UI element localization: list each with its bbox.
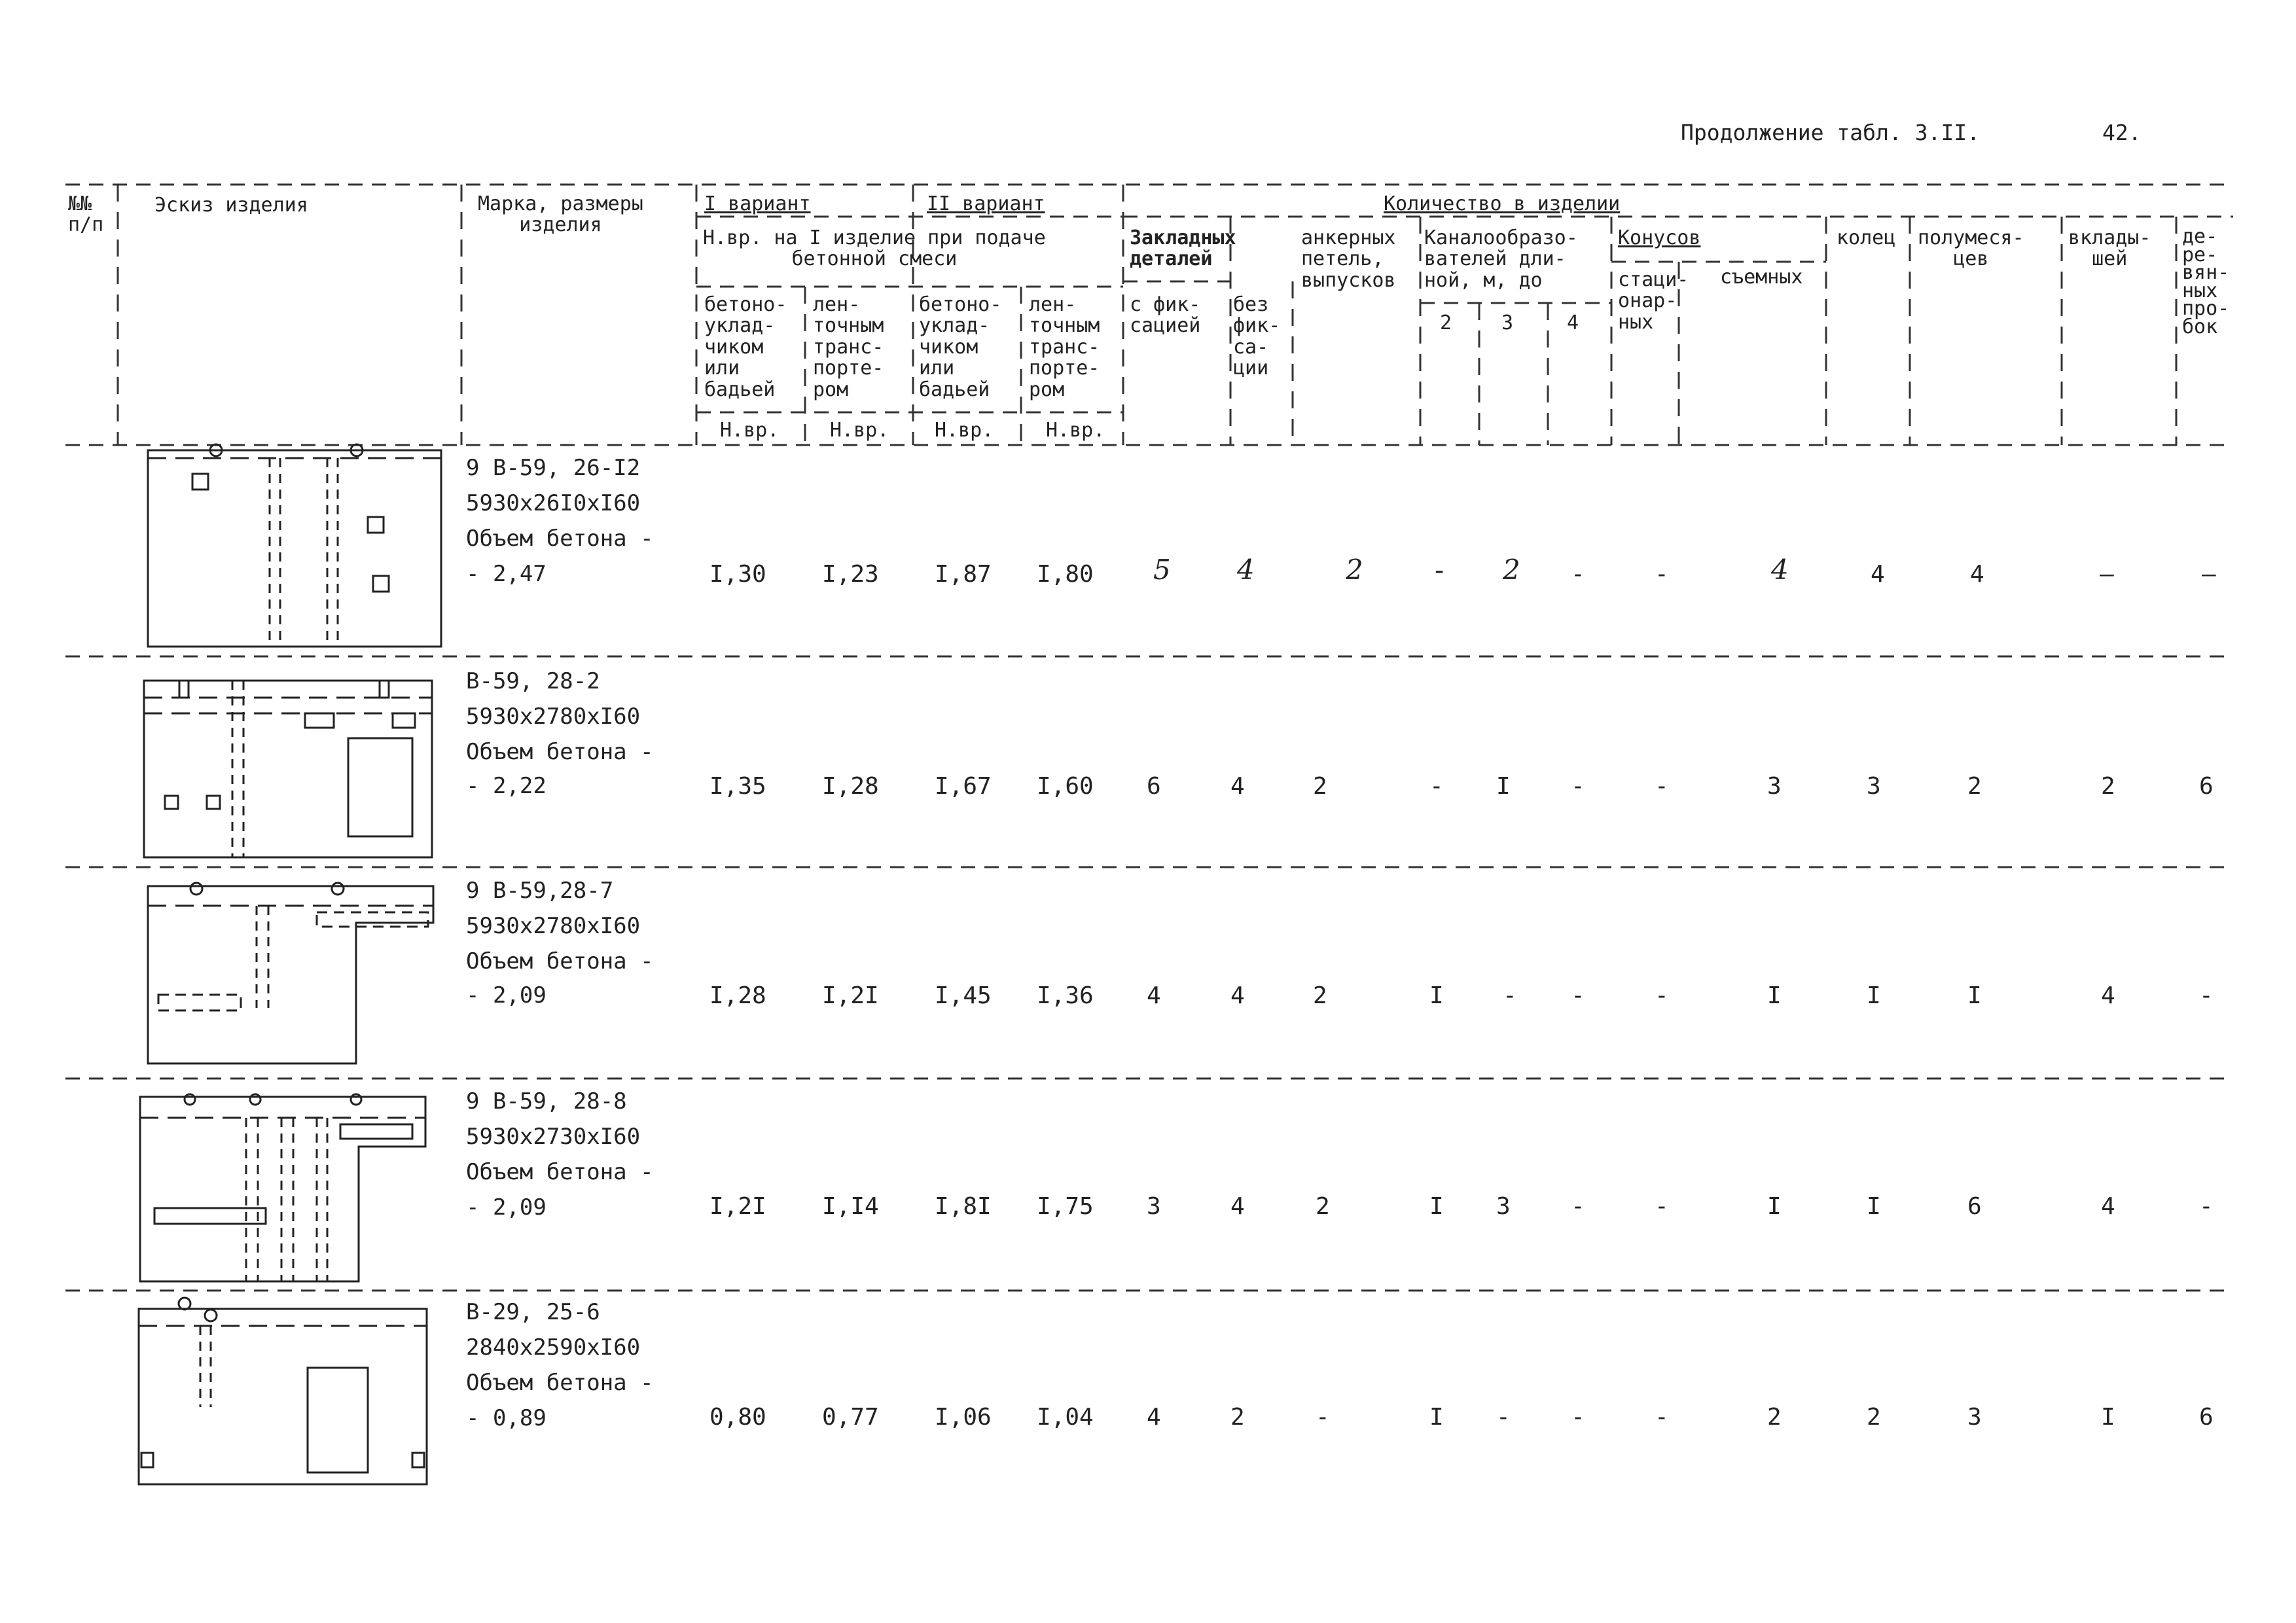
removable-header: съемных bbox=[1720, 266, 1803, 289]
row1-ch3: 2 bbox=[1503, 554, 1520, 586]
row4-without-fix: 4 bbox=[1230, 1193, 1245, 1220]
channel-4-header: 4 bbox=[1567, 312, 1579, 334]
row3-ch4: - bbox=[1571, 982, 1585, 1009]
row2-half-moons: 2 bbox=[1967, 773, 1982, 800]
row4-volume: - 2,09 bbox=[466, 1194, 547, 1221]
nvr-unit-4: Н.вр. bbox=[1046, 419, 1105, 442]
rings-header: колец bbox=[1837, 226, 1896, 249]
row3-without-fix: 4 bbox=[1230, 982, 1245, 1009]
row4-inserts: 4 bbox=[2101, 1193, 2115, 1220]
row5-stationary: - bbox=[1655, 1404, 1669, 1431]
row3-volume-label: Объем бетона - bbox=[466, 948, 654, 974]
row5-inserts: I bbox=[2101, 1404, 2115, 1431]
row3-with-fix: 4 bbox=[1147, 982, 1161, 1009]
row1-volume: - 2,47 bbox=[466, 561, 547, 587]
row4-v2-bucket: I,8I bbox=[935, 1193, 992, 1220]
row4-v1-belt: I,I4 bbox=[822, 1193, 879, 1220]
row5-without-fix: 2 bbox=[1230, 1404, 1245, 1431]
inserts-header: вклады- шей bbox=[2068, 226, 2151, 271]
row4-removable: I bbox=[1767, 1193, 1782, 1220]
row5-rings: 2 bbox=[1867, 1404, 1881, 1431]
row1-without-fix: 4 bbox=[1237, 554, 1255, 586]
nvr-unit-1: Н.вр. bbox=[720, 419, 780, 442]
quantity-header: Количество в изделии bbox=[1384, 192, 1621, 215]
row5-volume-label: Объем бетона - bbox=[466, 1370, 654, 1396]
row2-v1-belt: I,28 bbox=[822, 773, 879, 800]
row3-plugs: - bbox=[2199, 982, 2214, 1009]
row5-removable: 2 bbox=[1767, 1404, 1782, 1431]
col-number-header: №№ п/п bbox=[68, 192, 104, 237]
row5-v1-bucket: 0,80 bbox=[709, 1404, 766, 1431]
row1-stationary: - bbox=[1655, 561, 1669, 588]
row3-inserts: 4 bbox=[2101, 982, 2115, 1009]
col-mark-header: Марка, размеры изделия bbox=[478, 192, 643, 237]
nvr-unit-3: Н.вр. bbox=[935, 419, 994, 442]
row4-volume-label: Объем бетона - bbox=[466, 1159, 654, 1185]
row1-half-moons: 4 bbox=[1970, 561, 1984, 588]
row3-ch2: I bbox=[1429, 982, 1444, 1009]
row5-anchor: - bbox=[1316, 1404, 1330, 1431]
row5-volume: - 0,89 bbox=[466, 1405, 547, 1431]
row1-v1-bucket: I,30 bbox=[709, 561, 766, 588]
row5-ch4: - bbox=[1571, 1404, 1585, 1431]
row1-v2-belt: I,80 bbox=[1037, 561, 1094, 588]
row4-ch2: I bbox=[1429, 1193, 1444, 1220]
row2-size: 5930x2780xI60 bbox=[466, 704, 641, 730]
row1-size: 5930x26I0xI60 bbox=[466, 490, 641, 516]
row1-volume-label: Объем бетона - bbox=[466, 526, 654, 552]
row3-rings: I bbox=[1867, 982, 1881, 1009]
row2-removable: 3 bbox=[1767, 773, 1782, 800]
row2-v1-bucket: I,35 bbox=[709, 773, 766, 800]
row5-v1-belt: 0,77 bbox=[822, 1404, 879, 1431]
channel-header: Каналообразо- вателей дли- ной, м, до bbox=[1424, 226, 1578, 292]
row1-mark: 9 В-59, 26-I2 bbox=[466, 455, 641, 481]
row3-v1-bucket: I,28 bbox=[709, 982, 766, 1009]
row1-v1-belt: I,23 bbox=[822, 561, 879, 588]
row5-plugs: 6 bbox=[2199, 1404, 2214, 1431]
row2-with-fix: 6 bbox=[1147, 773, 1161, 800]
row2-mark: В-59, 28-2 bbox=[466, 668, 600, 694]
stationary-header: стаци- онар- ных bbox=[1618, 268, 1689, 334]
row3-stationary: - bbox=[1655, 982, 1669, 1009]
row4-v2-belt: I,75 bbox=[1037, 1193, 1094, 1220]
row1-inserts: – bbox=[2100, 561, 2114, 588]
row5-v2-bucket: I,06 bbox=[935, 1404, 992, 1431]
embedded-header: Закладных деталей bbox=[1130, 226, 1236, 271]
nvr-feed-header: Н.вр. на I изделие при подаче бетонной смеси bbox=[703, 226, 1046, 271]
without-fix-header: без фик- са- ции bbox=[1233, 293, 1281, 380]
row5-ch2: I bbox=[1429, 1404, 1444, 1431]
row3-mark: 9 В-59,28-7 bbox=[466, 878, 614, 904]
row1-with-fix: 5 bbox=[1153, 554, 1171, 586]
row1-anchor: 2 bbox=[1346, 554, 1363, 586]
v1-belt-header: лен- точным транс- порте- ром bbox=[813, 293, 884, 401]
row2-volume: - 2,22 bbox=[466, 773, 547, 799]
continuation-caption: Продолжение табл. 3.II. bbox=[1681, 120, 1980, 145]
row4-with-fix: 3 bbox=[1147, 1193, 1161, 1220]
v2-bucket-header: бетоно- уклад- чиком или бадьей bbox=[919, 293, 1002, 401]
row2-v2-bucket: I,67 bbox=[935, 773, 992, 800]
row4-size: 5930x2730xI60 bbox=[466, 1124, 641, 1150]
half-moons-header: полумеся- цев bbox=[1918, 226, 2024, 271]
row3-anchor: 2 bbox=[1313, 982, 1327, 1009]
cones-header: Конусов bbox=[1618, 226, 1701, 249]
row2-ch3: I bbox=[1496, 773, 1511, 800]
row4-v1-bucket: I,2I bbox=[709, 1193, 766, 1220]
row1-ch4: - bbox=[1571, 561, 1585, 588]
row3-v2-bucket: I,45 bbox=[935, 982, 992, 1009]
row2-ch2: - bbox=[1429, 773, 1444, 800]
row3-size: 5930x2780xI60 bbox=[466, 913, 641, 939]
row2-v2-belt: I,60 bbox=[1037, 773, 1094, 800]
row4-ch3: 3 bbox=[1496, 1193, 1511, 1220]
channel-2-header: 2 bbox=[1440, 312, 1452, 334]
row4-ch4: - bbox=[1571, 1193, 1585, 1220]
row1-rings: 4 bbox=[1871, 561, 1885, 588]
row4-mark: 9 В-59, 28-8 bbox=[466, 1088, 627, 1115]
row4-stationary: - bbox=[1655, 1193, 1669, 1220]
row1-ch2: - bbox=[1435, 554, 1444, 586]
page-number: 42. bbox=[2102, 120, 2142, 145]
row3-v1-belt: I,2I bbox=[822, 982, 879, 1009]
row3-ch3: - bbox=[1503, 982, 1517, 1009]
row5-half-moons: 3 bbox=[1967, 1404, 1982, 1431]
channel-3-header: 3 bbox=[1501, 312, 1514, 334]
row2-volume-label: Объем бетона - bbox=[466, 739, 654, 765]
nvr-unit-2: Н.вр. bbox=[830, 419, 889, 442]
row5-with-fix: 4 bbox=[1147, 1404, 1161, 1431]
row2-without-fix: 4 bbox=[1230, 773, 1245, 800]
variant1-header: I вариант bbox=[704, 192, 811, 215]
row3-v2-belt: I,36 bbox=[1037, 982, 1094, 1009]
anchor-header: анкерных петель, выпусков bbox=[1301, 226, 1396, 292]
row4-half-moons: 6 bbox=[1967, 1193, 1982, 1220]
row1-removable: 4 bbox=[1771, 554, 1789, 586]
plugs-header: де- ре- вян- ных про- бок bbox=[2182, 225, 2230, 338]
v1-bucket-header: бетоно- уклад- чиком или бадьей bbox=[704, 293, 787, 401]
row4-rings: I bbox=[1867, 1193, 1881, 1220]
row5-mark: В-29, 25-6 bbox=[466, 1299, 600, 1325]
row4-anchor: 2 bbox=[1316, 1193, 1330, 1220]
row2-plugs: 6 bbox=[2199, 773, 2214, 800]
row2-anchor: 2 bbox=[1313, 773, 1327, 800]
row3-removable: I bbox=[1767, 982, 1782, 1009]
row3-half-moons: I bbox=[1967, 982, 1982, 1009]
row2-inserts: 2 bbox=[2101, 773, 2115, 800]
row2-ch4: - bbox=[1571, 773, 1585, 800]
row2-stationary: - bbox=[1655, 773, 1669, 800]
row2-rings: 3 bbox=[1867, 773, 1881, 800]
row1-plugs: – bbox=[2202, 561, 2216, 588]
col-sketch-header: Эскиз изделия bbox=[154, 194, 308, 217]
row3-volume: - 2,09 bbox=[466, 982, 547, 1008]
row5-v2-belt: I,04 bbox=[1037, 1404, 1094, 1431]
row4-plugs: - bbox=[2199, 1193, 2214, 1220]
row1-v2-bucket: I,87 bbox=[935, 561, 992, 588]
v2-belt-header: лен- точным транс- порте- ром bbox=[1029, 293, 1100, 401]
variant2-header: II вариант bbox=[927, 192, 1045, 215]
row5-ch3: - bbox=[1496, 1404, 1511, 1431]
with-fix-header: с фик- сацией bbox=[1130, 293, 1201, 338]
row5-size: 2840x2590xI60 bbox=[466, 1334, 641, 1361]
